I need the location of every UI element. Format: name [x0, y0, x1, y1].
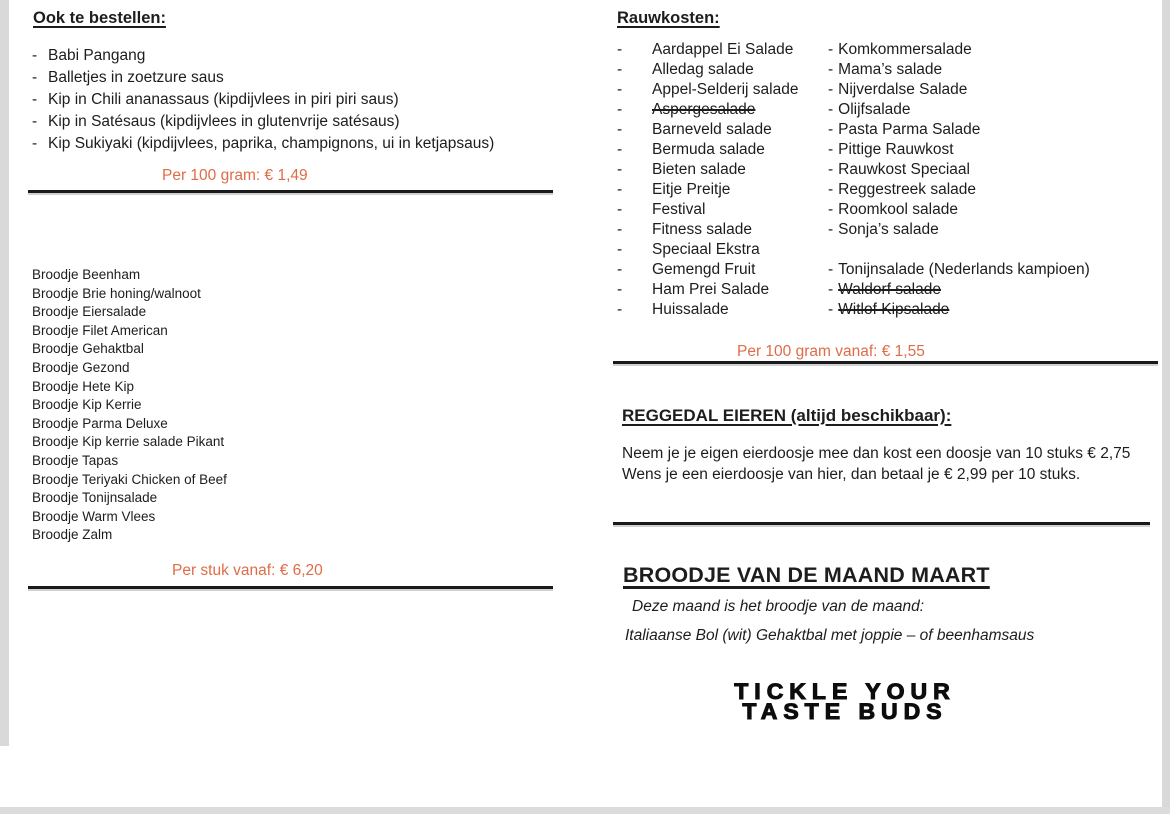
- salad-name: Olijfsalade: [838, 101, 911, 118]
- list-item: [32, 89, 494, 111]
- broodje-list: [32, 266, 227, 545]
- salad-name: Pasta Parma Salade: [838, 121, 981, 138]
- page-edge-bottom: [0, 807, 1170, 814]
- salad-cell: [828, 100, 1090, 120]
- salad-name: Gemengd Fruit: [652, 261, 756, 278]
- table-row: [617, 140, 1090, 160]
- broodje-item: Broodje Brie honing/walnoot: [32, 285, 201, 301]
- salad-name: Ham Prei Salade: [652, 281, 770, 298]
- broodje-item: Broodje Beenham: [32, 267, 141, 282]
- eggs-text-line: Wens je een eierdoosje van hier, dan betaal je € 2,99 per 10 stuks.: [622, 466, 1081, 483]
- salad-name: Huissalade: [652, 301, 729, 318]
- salad-cell: [828, 280, 1090, 300]
- salad-name: Mama’s salade: [838, 61, 943, 78]
- logo-line: TICKLE YOUR: [734, 679, 956, 704]
- list-item: [32, 67, 494, 89]
- broodje-item: Broodje Filet American: [32, 322, 168, 338]
- dash-bullet: -: [828, 261, 834, 278]
- sandwich-of-month-item: Italiaanse Bol (wit) Gehaktbal met joppie – of beenhamsaus: [625, 627, 1035, 644]
- table-row: [617, 160, 1090, 180]
- salad-name: Bieten salade: [652, 161, 746, 178]
- dash-bullet: -: [828, 81, 834, 98]
- dash-bullet: -: [828, 41, 834, 58]
- table-row: [617, 40, 1090, 60]
- salad-cell: [828, 260, 1090, 280]
- salad-name: Aspergesalade: [652, 101, 756, 118]
- dash-bullet: -: [32, 135, 38, 152]
- dash-bullet: -: [828, 181, 834, 198]
- dash-bullet: -: [617, 141, 623, 158]
- dash-bullet: -: [828, 301, 834, 318]
- dash-bullet: -: [828, 141, 834, 158]
- salad-cell: [828, 240, 1090, 260]
- dash-bullet: -: [617, 101, 623, 118]
- broodje-item: Broodje Zalm: [32, 527, 113, 543]
- dash-bullet: -: [617, 241, 623, 258]
- salad-name: Waldorf salade: [838, 281, 941, 298]
- salad-name: Pittige Rauwkost: [838, 141, 954, 158]
- broodje-item: Broodje Warm Vlees: [32, 508, 156, 524]
- dash-bullet: -: [617, 161, 623, 178]
- order-items-list: [32, 45, 494, 155]
- table-row: [617, 180, 1090, 200]
- table-row: [617, 80, 1090, 100]
- salad-name: Fitness salade: [652, 221, 752, 238]
- table-row: [617, 120, 1090, 140]
- salad-cell: [828, 60, 1090, 80]
- salad-cell: [828, 200, 1090, 220]
- salad-name: Bermuda salade: [652, 141, 765, 158]
- salad-name: Tonijnsalade (Nederlands kampioen): [838, 261, 1090, 278]
- list-item: [32, 133, 494, 155]
- dash-bullet: -: [828, 61, 834, 78]
- dash-bullet: -: [828, 201, 834, 218]
- salad-cell: [828, 160, 1090, 180]
- dash-bullet: -: [32, 113, 38, 130]
- salad-name: Barneveld salade: [652, 121, 772, 138]
- salad-name: Alledag salade: [652, 61, 754, 78]
- sandwich-of-month-subtitle: Deze maand is het broodje van de maand:: [632, 598, 925, 615]
- broodje-item: Broodje Teriyaki Chicken of Beef: [32, 471, 227, 487]
- table-row: [617, 100, 1090, 120]
- broodje-item: Broodje Eiersalade: [32, 304, 147, 320]
- salad-cell: [828, 120, 1090, 140]
- salad-name: Speciaal Ekstra: [652, 241, 760, 258]
- eggs-section-text: [622, 443, 1130, 485]
- dash-bullet: -: [617, 221, 623, 238]
- logo-line: TASTE BUDS: [742, 699, 948, 724]
- dash-bullet: -: [617, 181, 623, 198]
- dash-bullet: -: [617, 301, 623, 318]
- divider-line: [613, 522, 1150, 525]
- price-per-100g-salads: Per 100 gram vanaf: € 1,55: [737, 343, 925, 360]
- eggs-text-line: Neem je je eigen eierdoosje mee dan kost een doosje van 10 stuks € 2,75: [622, 445, 1131, 462]
- dash-bullet: -: [828, 101, 834, 118]
- salad-name: Reggestreek salade: [838, 181, 977, 198]
- table-row: [617, 200, 1090, 220]
- dash-bullet: -: [828, 121, 834, 138]
- dash-bullet: -: [617, 261, 623, 278]
- table-row: [617, 280, 1090, 300]
- dash-bullet: -: [617, 281, 623, 298]
- dash-bullet: -: [617, 41, 623, 58]
- table-row: [617, 240, 1090, 260]
- salad-name: Roomkool salade: [838, 201, 958, 218]
- divider-line: [613, 361, 1158, 364]
- order-item-label: Kip Sukiyaki (kipdijvlees, paprika, champignons, ui in ketjapsaus): [48, 135, 495, 152]
- salad-name: Eitje Preitje: [652, 181, 731, 198]
- broodje-item: Broodje Gehaktbal: [32, 341, 144, 357]
- table-row: [617, 220, 1090, 240]
- salad-cell: [828, 40, 1090, 60]
- price-per-100g: Per 100 gram: € 1,49: [162, 167, 308, 184]
- salad-cell: [828, 220, 1090, 240]
- dash-bullet: -: [617, 201, 623, 218]
- salad-cell: [828, 140, 1090, 160]
- salad-name: Appel-Selderij salade: [652, 81, 799, 98]
- dash-bullet: -: [32, 91, 38, 108]
- salad-name: Sonja’s salade: [838, 221, 939, 238]
- salad-cell: [828, 300, 1090, 320]
- order-item-label: Babi Pangang: [48, 47, 146, 64]
- salad-name: Aardappel Ei Salade: [652, 41, 794, 58]
- list-item: [32, 45, 494, 67]
- dash-bullet: -: [32, 69, 38, 86]
- dash-bullet: -: [828, 281, 834, 298]
- dash-bullet: -: [617, 61, 623, 78]
- list-item: [32, 111, 494, 133]
- price-per-piece: Per stuk vanaf: € 6,20: [172, 562, 323, 579]
- salad-name: Festival: [652, 201, 706, 218]
- salad-name: Komkommersalade: [838, 41, 972, 58]
- broodje-item: Broodje Tonijnsalade: [32, 490, 158, 506]
- order-item-label: Kip in Chili ananassaus (kipdijvlees in piri piri saus): [48, 91, 399, 108]
- table-row: [617, 260, 1090, 280]
- salad-table: [617, 40, 1090, 320]
- table-row: [617, 300, 1090, 320]
- salad-name: Nijverdalse Salade: [838, 81, 968, 98]
- left-section-title: Ook te bestellen:: [33, 9, 166, 27]
- broodje-item: Broodje Tapas: [32, 452, 119, 468]
- table-row: [617, 60, 1090, 80]
- broodje-item: Broodje Hete Kip: [32, 378, 135, 394]
- dash-bullet: -: [617, 81, 623, 98]
- eggs-section-title: REGGEDAL EIEREN (altijd beschikbaar):: [622, 406, 952, 425]
- page-edge-left: [0, 0, 9, 746]
- salad-cell: [828, 180, 1090, 200]
- order-item-label: Kip in Satésaus (kipdijvlees in glutenvrije satésaus): [48, 113, 400, 130]
- salad-name: Rauwkost Speciaal: [838, 161, 970, 178]
- dash-bullet: -: [828, 221, 834, 238]
- broodje-item: Broodje Gezond: [32, 359, 130, 375]
- salad-name: Witlof Kipsalade: [838, 301, 950, 318]
- broodje-item: Broodje Kip kerrie salade Pikant: [32, 434, 225, 450]
- divider-line: [28, 586, 553, 589]
- broodje-item: Broodje Parma Deluxe: [32, 415, 168, 431]
- broodje-item: Broodje Kip Kerrie: [32, 397, 142, 413]
- dash-bullet: -: [32, 47, 38, 64]
- sandwich-of-month-title: BROODJE VAN DE MAAND MAART: [623, 563, 990, 587]
- dash-bullet: -: [617, 121, 623, 138]
- salad-cell: [828, 80, 1090, 100]
- page-edge-right: [1162, 0, 1170, 814]
- divider-line: [28, 190, 553, 193]
- tickle-your-taste-buds-logo: [712, 679, 978, 724]
- dash-bullet: -: [828, 161, 834, 178]
- order-item-label: Balletjes in zoetzure saus: [48, 69, 224, 86]
- right-section-title: Rauwkosten:: [617, 9, 720, 27]
